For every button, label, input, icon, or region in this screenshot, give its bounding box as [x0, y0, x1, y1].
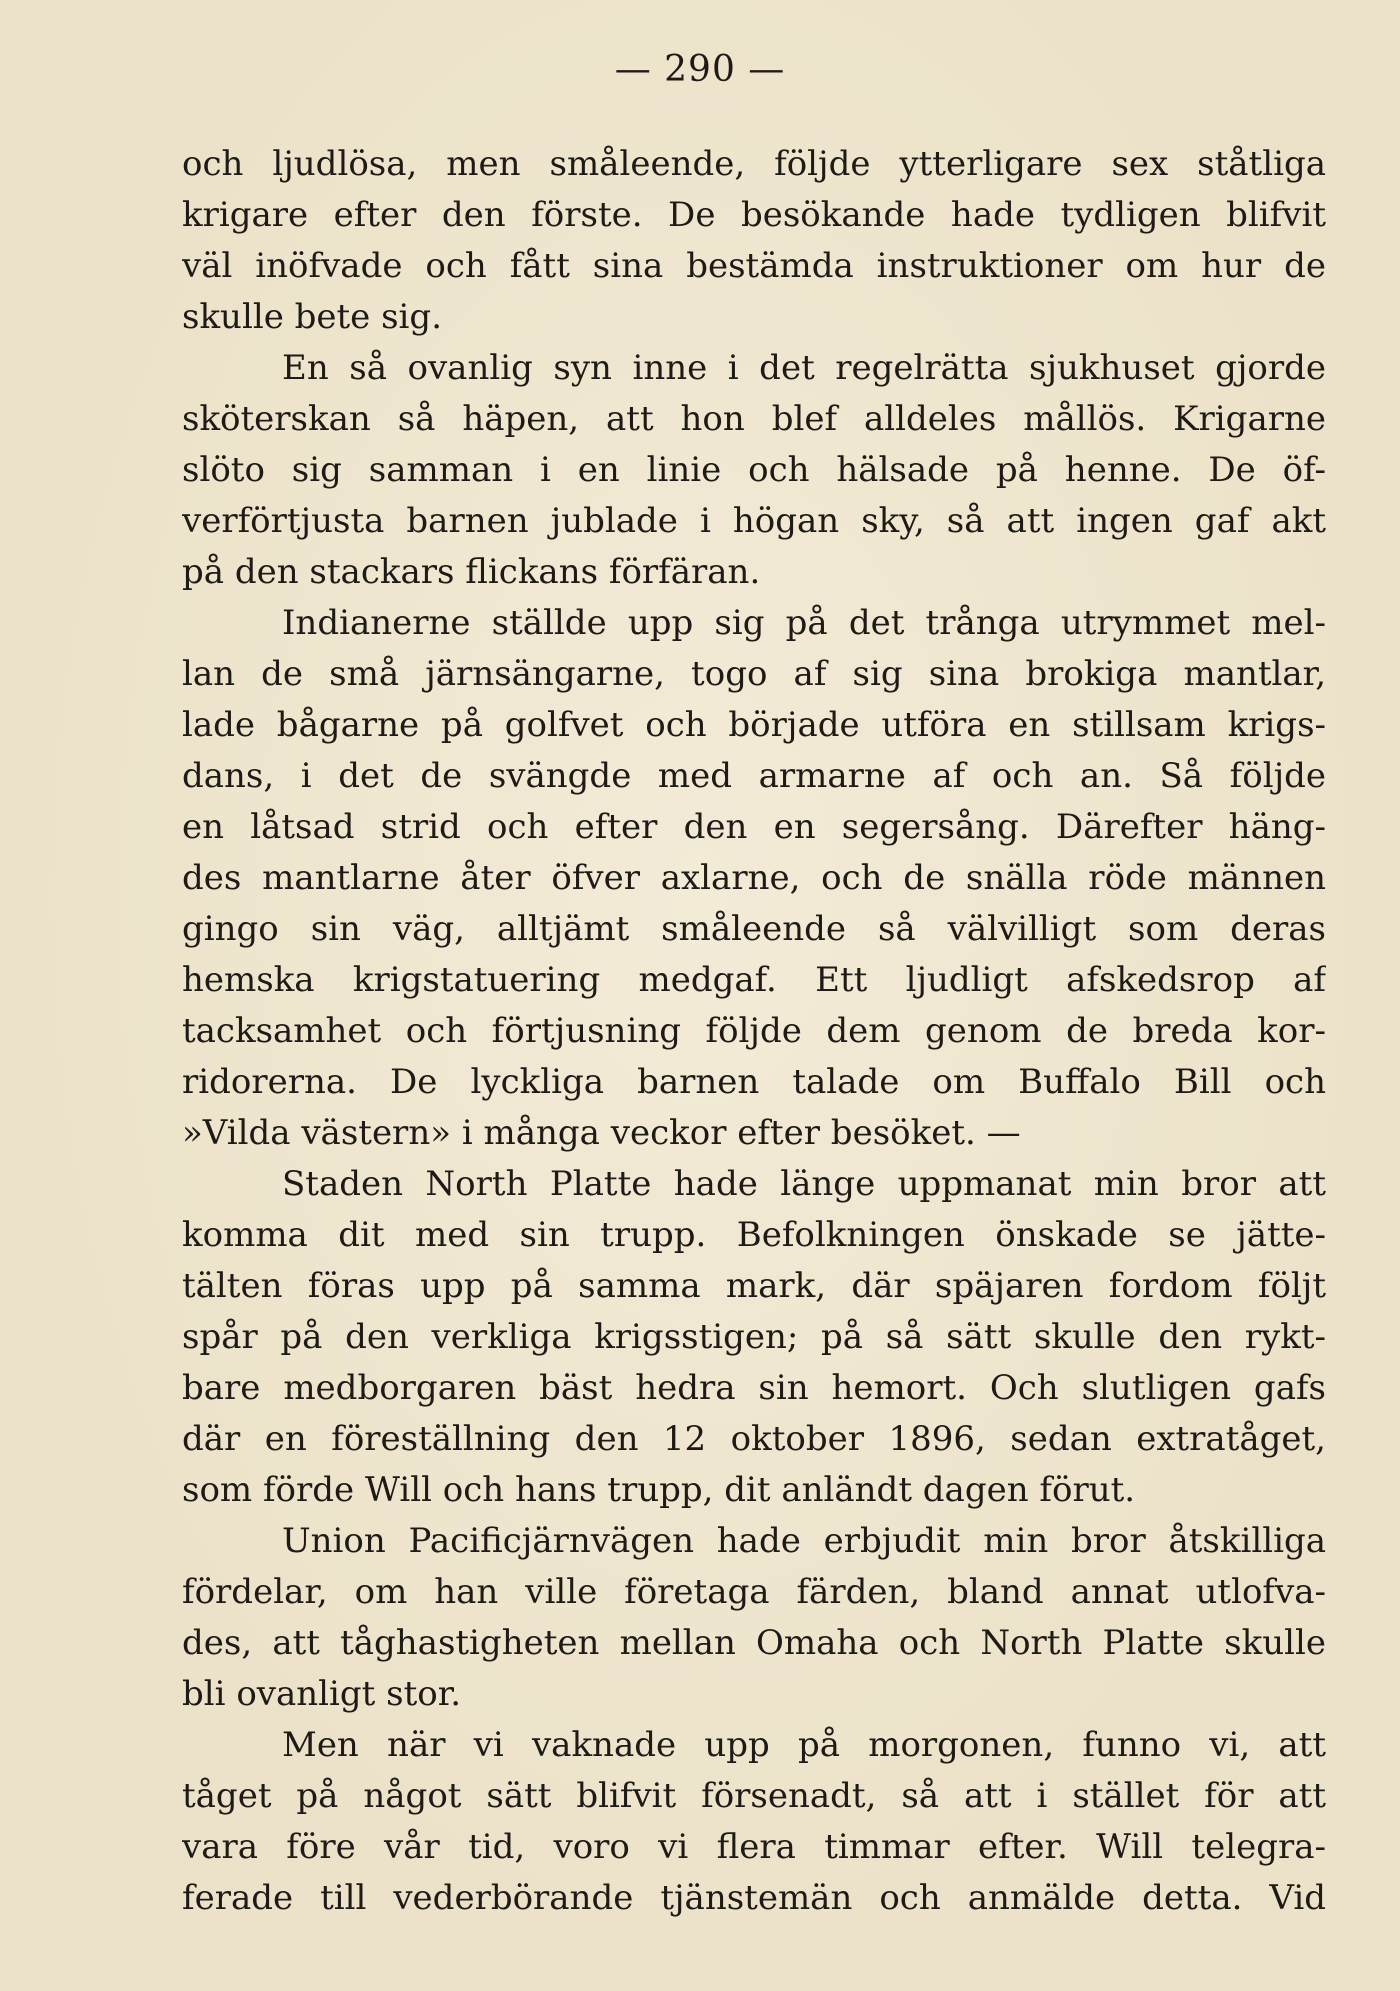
- text-line: vara före vår tid, voro vi flera timmar efter. Will telegra-: [182, 1827, 1326, 1867]
- text-line: en låtsad strid och efter den en segersång. Därefter häng-: [182, 807, 1326, 847]
- text-line: des mantlarne åter öfver axlarne, och de snälla röde männen: [182, 858, 1326, 898]
- text-line: lade bågarne på golfvet och började utföra en stillsam krigs-: [182, 705, 1326, 745]
- text-line: sköterskan så häpen, att hon blef alldeles mållös. Krigarne: [182, 399, 1326, 439]
- text-line: och ljudlösa, men småleende, följde ytterligare sex ståtliga: [182, 144, 1326, 184]
- text-line: på den stackars flickans förfäran.: [182, 552, 761, 592]
- text-line: väl inöfvade och fått sina bestämda instruktioner om hur de: [182, 246, 1326, 286]
- text-line: skulle bete sig.: [182, 297, 442, 337]
- text-line: där en föreställning den 12 oktober 1896, sedan extratåget,: [182, 1419, 1326, 1459]
- text-line: bare medborgaren bäst hedra sin hemort. Och slutligen gafs: [182, 1368, 1326, 1408]
- text-line: tåget på något sätt blifvit försenadt, så att i stället för att: [182, 1776, 1326, 1816]
- text-line: slöto sig samman i en linie och hälsade på henne. De öf-: [182, 450, 1326, 490]
- text-line: ferade till vederbörande tjänstemän och anmälde detta. Vid: [182, 1878, 1326, 1918]
- text-line: Staden North Platte hade länge uppmanat min bror att: [282, 1164, 1326, 1204]
- page-number: — 290 —: [614, 49, 786, 90]
- text-line: En så ovanlig syn inne i det regelrätta sjukhuset gjorde: [282, 348, 1326, 388]
- text-line: dans, i det de svängde med armarne af och an. Så följde: [182, 756, 1326, 796]
- text-line: des, att tåghastigheten mellan Omaha och North Platte skulle: [182, 1623, 1326, 1663]
- text-line: gingo sin väg, alltjämt småleende så välvilligt som deras: [182, 909, 1326, 949]
- text-line: bli ovanligt stor.: [182, 1674, 462, 1714]
- text-line: tacksamhet och förtjusning följde dem genom de breda kor-: [182, 1011, 1326, 1051]
- text-line: ridorerna. De lyckliga barnen talade om Buffalo Bill och: [182, 1062, 1326, 1102]
- text-line: komma dit med sin trupp. Befolkningen önskade se jätte-: [182, 1215, 1326, 1255]
- text-line: Union Pacificjärnvägen hade erbjudit min bror åtskilliga: [282, 1521, 1326, 1561]
- text-line: lan de små järnsängarne, togo af sig sina brokiga mantlar,: [182, 654, 1326, 694]
- text-line: som förde Will och hans trupp, dit anländt dagen förut.: [182, 1470, 1136, 1510]
- text-line: fördelar, om han ville företaga färden, bland annat utlofva-: [182, 1572, 1326, 1612]
- body-text: [182, 139, 1326, 1924]
- text-line: hemska krigstatuering medgaf. Ett ljudligt afskedsrop af: [182, 960, 1326, 1000]
- text-line: tälten föras upp på samma mark, där späjaren fordom följt: [182, 1266, 1326, 1306]
- text-line: verförtjusta barnen jublade i högan sky, så att ingen gaf akt: [182, 501, 1326, 541]
- text-line: »Vilda västern» i många veckor efter besöket. —: [182, 1113, 1021, 1153]
- text-line: spår på den verkliga krigsstigen; på så sätt skulle den rykt-: [182, 1317, 1326, 1357]
- text-line: Men när vi vaknade upp på morgonen, funno vi, att: [282, 1725, 1326, 1765]
- text-line: Indianerne ställde upp sig på det trånga utrymmet mel-: [282, 603, 1326, 643]
- text-line: krigare efter den förste. De besökande hade tydligen blifvit: [182, 195, 1326, 235]
